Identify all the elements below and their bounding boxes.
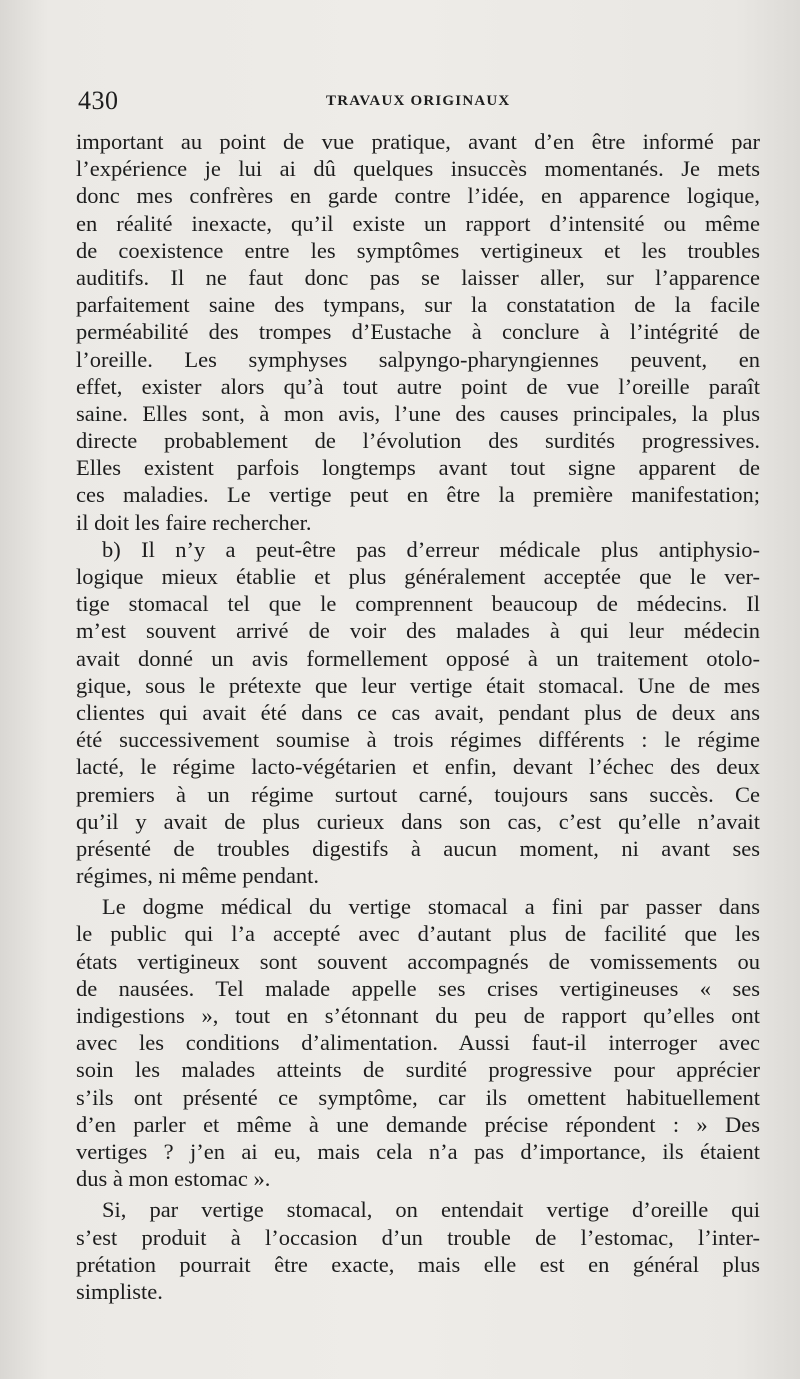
text-line: premiers à un régime surtout carné, toujours sans succès. Ce [76, 781, 760, 807]
text-line: le public qui l’a accepté avec d’autant plus de facilité que les [76, 921, 760, 947]
text-line: perméabilité des trompes d’Eustache à conclure à l’intégrité de [76, 319, 760, 345]
text-line: parfaitement saine des tympans, sur la constatation de la facile [76, 292, 760, 318]
text-line: présenté de troubles digestifs à aucun moment, ni avant ses [76, 835, 760, 861]
text-line: l’expérience je lui ai dû quelques insuccès momentanés. Je mets [76, 156, 760, 182]
text-line: de nausées. Tel malade appelle ses crises vertigineuses « ses [76, 975, 760, 1001]
paragraph [76, 893, 760, 1192]
body-text [76, 128, 760, 1305]
text-line: qu’il y avait de plus curieux dans son cas, c’est qu’elle n’avait [76, 808, 760, 834]
text-line: clientes qui avait été dans ce cas avait, pendant plus de deux ans [76, 699, 760, 725]
text-line: en réalité inexacte, qu’il existe un rapport d’intensité ou même [76, 210, 760, 236]
text-line: Elles existent parfois longtemps avant tout signe apparent de [76, 455, 760, 481]
running-head: TRAVAUX ORIGINAUX [326, 93, 511, 109]
text-line: effet, exister alors qu’à tout autre point de vue l’oreille paraît [76, 373, 760, 399]
text-line: d’en parler et même à une demande précise répondent : » Des [76, 1111, 760, 1137]
text-line: l’oreille. Les symphyses salpyngo-pharyngiennes peuvent, en [76, 346, 760, 372]
page-header [78, 86, 758, 116]
text-line: il doit les faire rechercher. [76, 509, 312, 535]
text-line: logique mieux établie et plus généralement acceptée que le ver- [76, 564, 760, 589]
text-line: directe probablement de l’évolution des surdités progressives. [76, 428, 760, 454]
text-line: états vertigineux sont souvent accompagnés de vomissements ou [76, 948, 760, 974]
text-line: simpliste. [76, 1278, 163, 1304]
text-line: m’est souvent arrivé de voir des malades à qui leur médecin [76, 618, 760, 644]
text-line: saine. Elles sont, à mon avis, l’une des causes principales, la plus [76, 400, 760, 426]
text-line: ces maladies. Le vertige peut en être la première manifestation; [76, 482, 760, 508]
paragraph [76, 1196, 760, 1305]
text-line: gique, sous le prétexte que leur vertige était stomacal. Une de mes [76, 672, 760, 698]
text-line: indigestions », tout en s’étonnant du peu de rapport qu’elles ont [76, 1003, 760, 1028]
text-line: été successivement soumise à trois régimes différents : le régime [76, 727, 760, 753]
text-line: de coexistence entre les symptômes vertigineux et les troubles [76, 237, 760, 263]
text-line: s’ils ont présenté ce symptôme, car ils omettent habituellement [76, 1084, 760, 1110]
text-line: b) Il n’y a peut-être pas d’erreur médicale plus antiphysio- [102, 536, 760, 562]
text-line: auditifs. Il ne faut donc pas se laisser aller, sur l’apparence [76, 264, 760, 290]
text-line: Le dogme médical du vertige stomacal a fini par passer dans [102, 894, 760, 920]
paragraph [76, 536, 760, 889]
page-number: 430 [78, 86, 119, 115]
text-line: soin les malades atteints de surdité progressive pour apprécier [76, 1057, 760, 1083]
text-line: Si, par vertige stomacal, on entendait vertige d’oreille qui [102, 1197, 760, 1223]
text-line: avait donné un avis formellement opposé à un traitement otolo- [76, 645, 760, 671]
text-line: donc mes confrères en garde contre l’idée, en apparence logique, [76, 183, 760, 209]
text-line: prétation pourrait être exacte, mais elle est en général plus [76, 1251, 760, 1277]
text-line: régimes, ni même pendant. [76, 863, 320, 889]
text-line: important au point de vue pratique, avant d’en être informé par [76, 129, 760, 154]
text-line: s’est produit à l’occasion d’un trouble de l’estomac, l’inter- [76, 1224, 760, 1250]
paragraph [76, 128, 760, 536]
text-line: avec les conditions d’alimentation. Aussi faut-il interroger avec [76, 1030, 760, 1056]
text-line: lacté, le régime lacto-végétarien et enfin, devant l’échec des deux [76, 754, 760, 780]
text-line: dus à mon estomac ». [76, 1166, 271, 1192]
text-line: tige stomacal tel que le comprennent beaucoup de médecins. Il [76, 591, 760, 617]
text-line: vertiges ? j’en ai eu, mais cela n’a pas d’importance, ils étaient [76, 1138, 760, 1164]
